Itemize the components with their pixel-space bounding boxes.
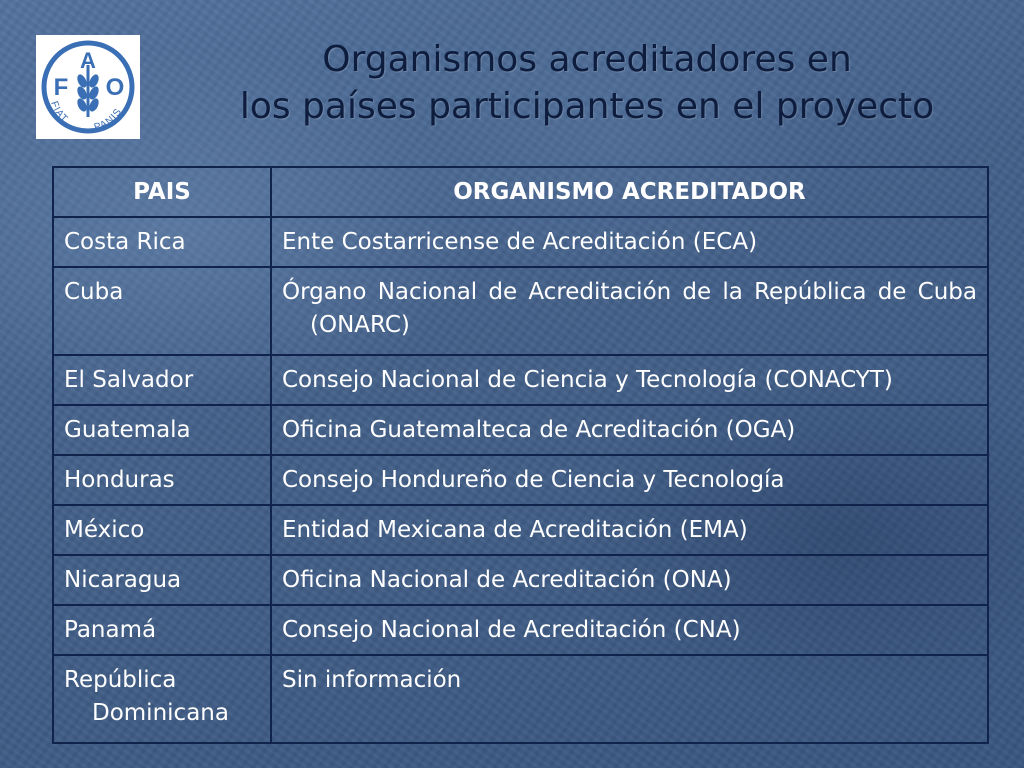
cell-pais: República Dominicana bbox=[53, 655, 271, 743]
fao-logo bbox=[36, 35, 140, 139]
table-row bbox=[53, 355, 988, 405]
logo-letter-f: F bbox=[53, 74, 69, 101]
fao-logo-icon bbox=[36, 35, 140, 139]
cell-pais: Costa Rica bbox=[53, 217, 271, 267]
cell-pais: Nicaragua bbox=[53, 555, 271, 605]
table-row bbox=[53, 655, 988, 743]
cell-pais: El Salvador bbox=[53, 355, 271, 405]
cell-organismo: Oficina Guatemalteca de Acreditación (OGA) bbox=[271, 405, 988, 455]
table-row bbox=[53, 267, 988, 355]
cell-pais: Panamá bbox=[53, 605, 271, 655]
slide-title bbox=[150, 36, 1024, 130]
cell-organismo: Entidad Mexicana de Acreditación (EMA) bbox=[271, 505, 988, 555]
accreditation-table bbox=[52, 166, 989, 744]
cell-organismo: Oficina Nacional de Acreditación (ONA) bbox=[271, 555, 988, 605]
table-row bbox=[53, 605, 988, 655]
cell-organismo: Consejo Nacional de Ciencia y Tecnología (CONACYT) bbox=[271, 355, 988, 405]
slide-title-line-1: Organismos acreditadores en bbox=[322, 39, 852, 80]
cell-organismo: Órgano Nacional de Acreditación de la República de Cuba (ONARC) bbox=[271, 267, 988, 355]
cell-pais: Cuba bbox=[53, 267, 271, 355]
table-row bbox=[53, 455, 988, 505]
table-row bbox=[53, 217, 988, 267]
table-row bbox=[53, 405, 988, 455]
logo-motto-left: FIAT bbox=[48, 99, 71, 126]
cell-organismo: Consejo Nacional de Acreditación (CNA) bbox=[271, 605, 988, 655]
cell-organismo: Ente Costarricense de Acreditación (ECA) bbox=[271, 217, 988, 267]
table-row bbox=[53, 505, 988, 555]
slide-title-line-2: los países participantes en el proyecto bbox=[239, 86, 935, 127]
table-row bbox=[53, 555, 988, 605]
cell-organismo: Sin información bbox=[271, 655, 988, 743]
cell-pais: Honduras bbox=[53, 455, 271, 505]
cell-organismo: Consejo Hondureño de Ciencia y Tecnología bbox=[271, 455, 988, 505]
table-header-row bbox=[53, 167, 988, 217]
cell-pais: México bbox=[53, 505, 271, 555]
logo-letter-o: O bbox=[105, 74, 125, 101]
column-header-pais: PAIS bbox=[53, 167, 271, 217]
logo-letter-a: A bbox=[80, 48, 96, 73]
cell-pais: Guatemala bbox=[53, 405, 271, 455]
logo-motto-right: PANIS bbox=[92, 106, 125, 134]
column-header-organismo: ORGANISMO ACREDITADOR bbox=[271, 167, 988, 217]
